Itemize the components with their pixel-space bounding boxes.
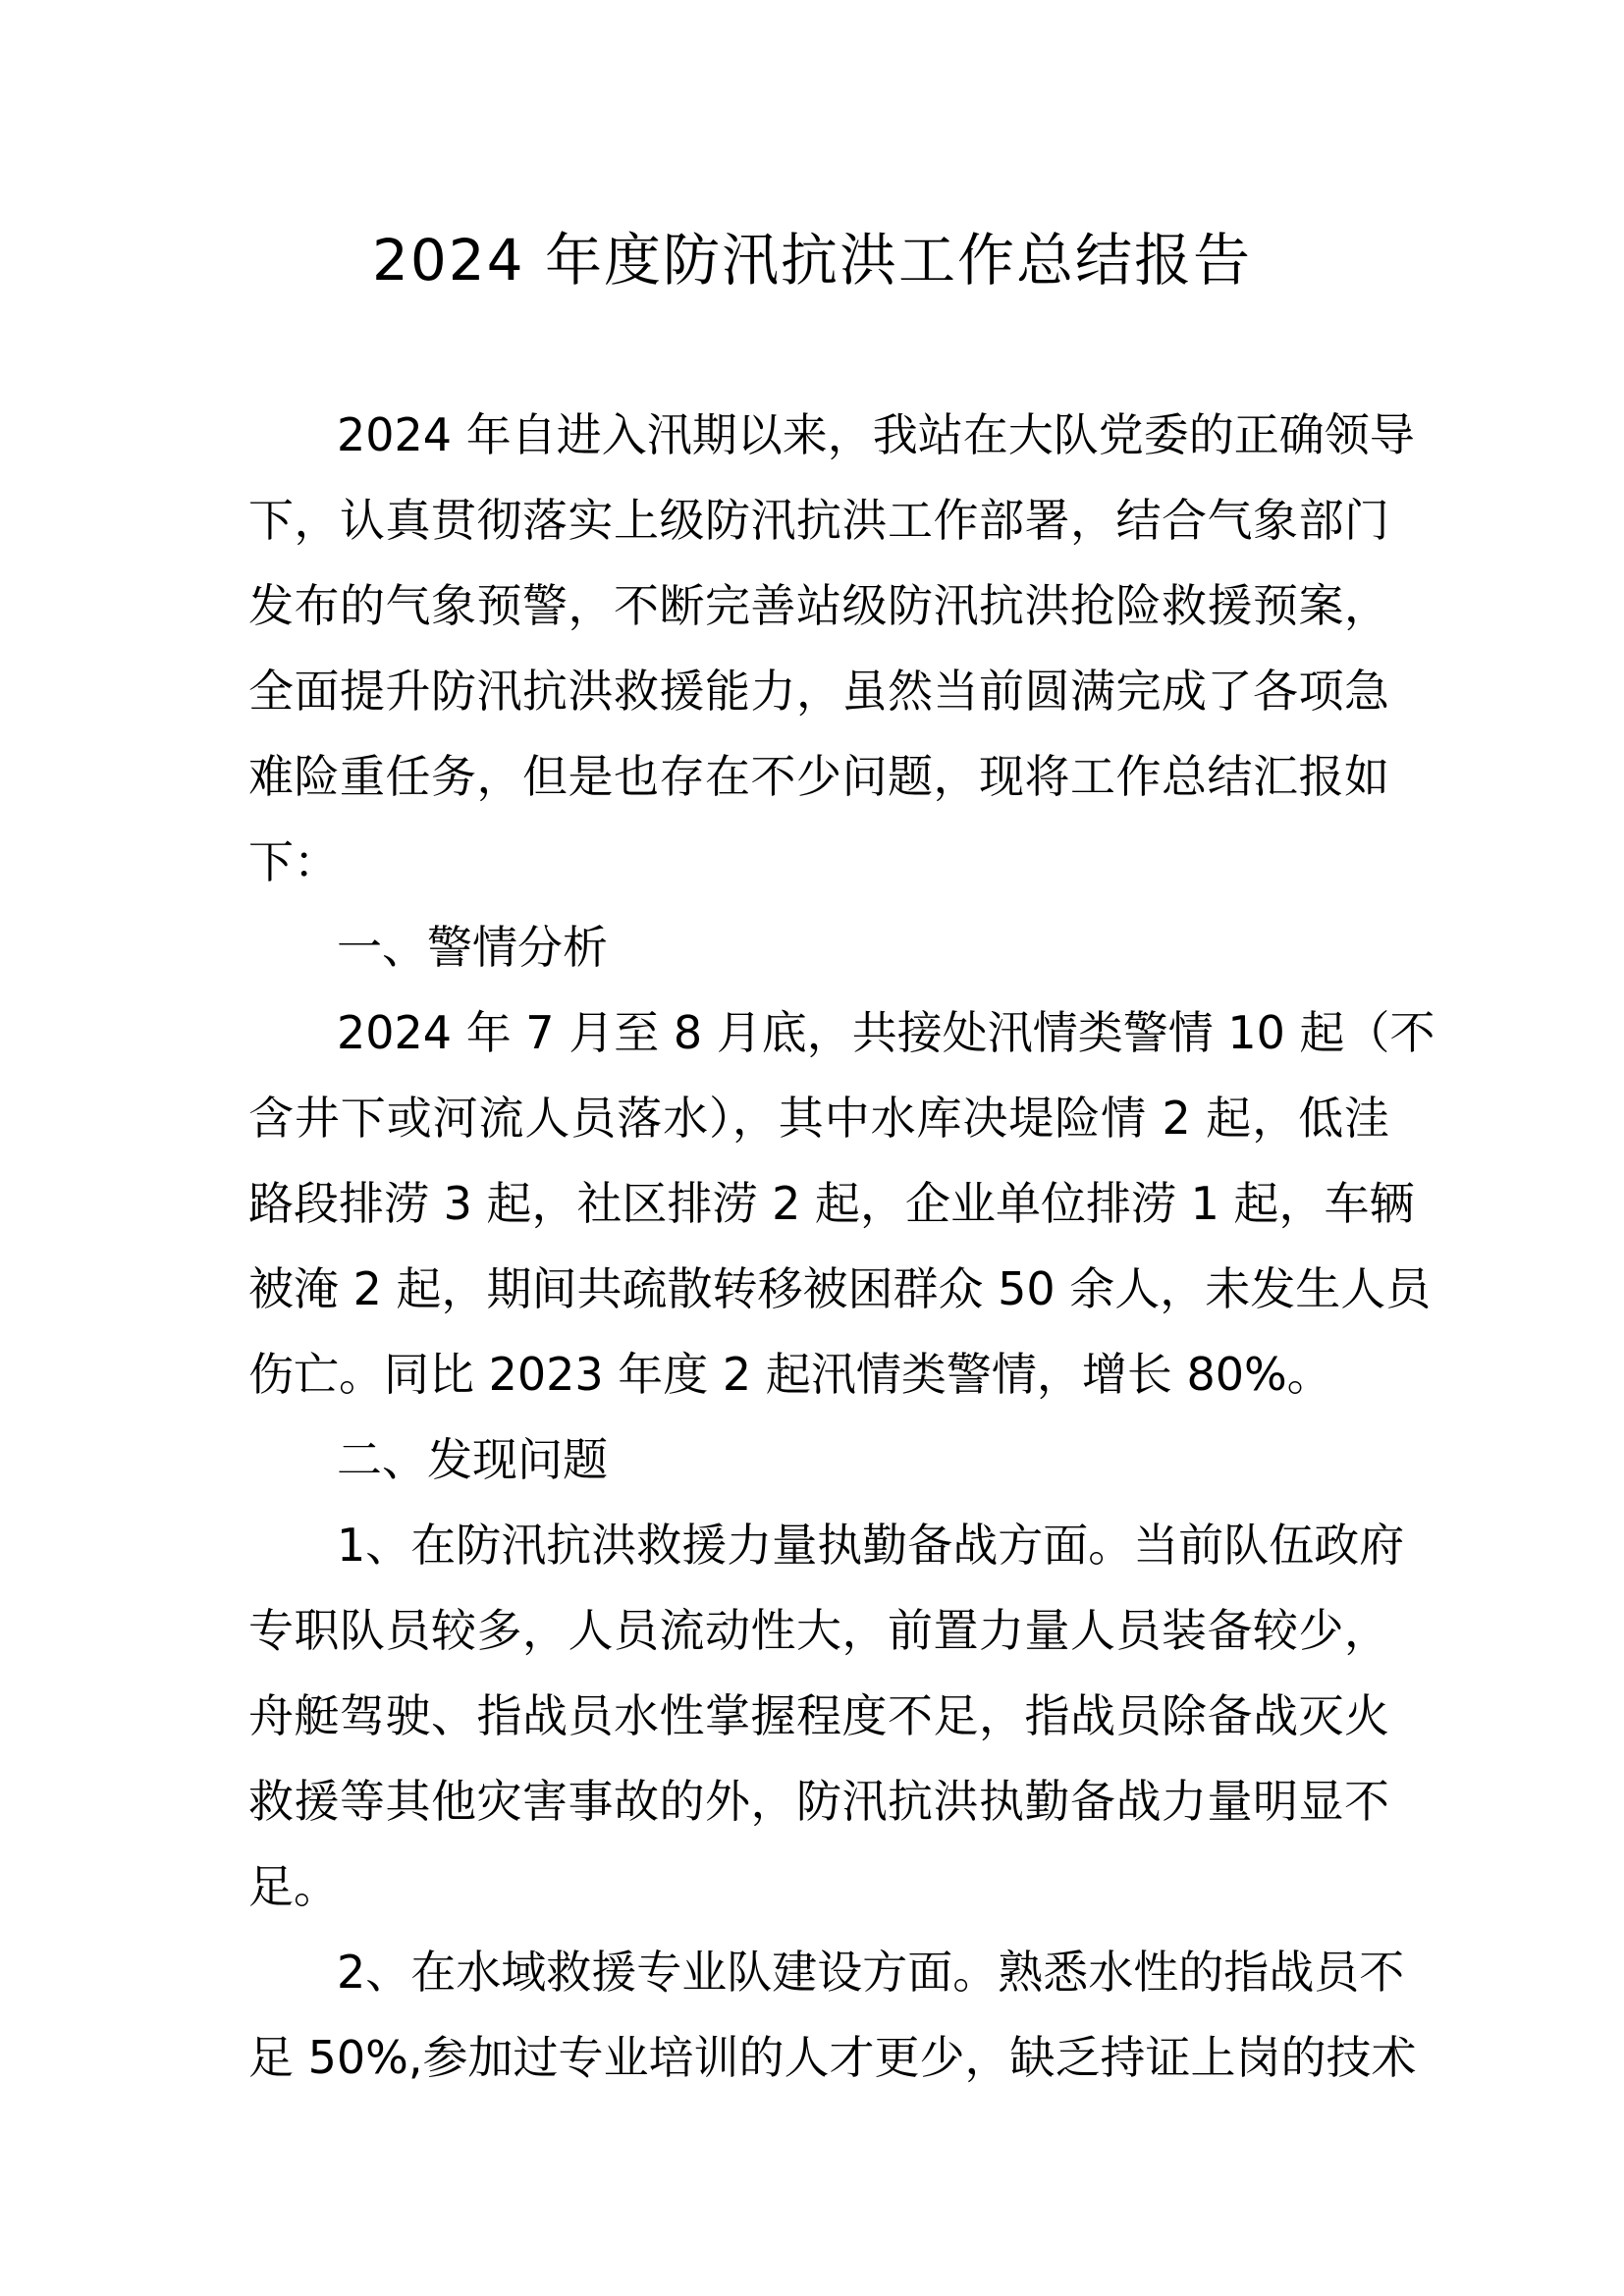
- document-title: 2024 年度防汛抗洪工作总结报告: [371, 227, 1253, 294]
- paragraph: [248, 393, 1415, 905]
- text-line: 被淹 2 起，期间共疏散转移被困群众 50 余人，未发生人员: [248, 1262, 1432, 1315]
- text-line: 发布的气象预警，不断完善站级防汛抗洪抢险救援预案，: [248, 579, 1389, 632]
- section-heading: [248, 1417, 1389, 1503]
- text-line: 专职队员较多，人员流动性大，前置力量人员装备较少，: [248, 1604, 1389, 1657]
- paragraph: [248, 1503, 1405, 1930]
- text-line: 2、在水域救援专业队建设方面。熟悉水性的指战员不: [337, 1946, 1405, 1999]
- text-line: 下：: [248, 835, 339, 888]
- text-line: 救援等其他灾害事故的外，防汛抗洪执勤备战力量明显不: [248, 1775, 1389, 1828]
- paragraph: [248, 990, 1435, 1417]
- paragraph: [248, 1930, 1417, 2101]
- text-line: 足 50%,参加过专业培训的人才更少，缺乏持证上岗的技术: [248, 2031, 1417, 2084]
- text-line: 难险重任务，但是也存在不少问题，现将工作总结汇报如: [248, 750, 1389, 803]
- text-line: 路段排涝 3 起，社区排涝 2 起，企业单位排涝 1 起，车辆: [248, 1177, 1415, 1230]
- text-line: 下，认真贯彻落实上级防汛抗洪工作部署，结合气象部门: [248, 494, 1389, 547]
- text-line: 舟艇驾驶、指战员水性掌握程度不足，指战员除备战灭火: [248, 1689, 1389, 1742]
- text-line: 一、警情分析: [337, 921, 608, 974]
- text-line: 足。: [248, 1860, 339, 1913]
- document-body: [248, 393, 1435, 2101]
- text-line: 伤亡。同比 2023 年度 2 起汛情类警情，增长 80%。: [248, 1348, 1332, 1401]
- text-line: 全面提升防汛抗洪救援能力，虽然当前圆满完成了各项急: [248, 665, 1389, 718]
- text-line: 2024 年 7 月至 8 月底，共接处汛情类警情 10 起（不: [337, 1006, 1435, 1059]
- text-line: 含井下或河流人员落水），其中水库决堤险情 2 起，低洼: [248, 1092, 1389, 1145]
- text-line: 2024 年自进入汛期以来，我站在大队党委的正确领导: [337, 408, 1415, 461]
- text-line: 二、发现问题: [337, 1433, 608, 1486]
- text-line: 1、在防汛抗洪救援力量执勤备战方面。当前队伍政府: [337, 1519, 1405, 1572]
- section-heading: [248, 905, 1389, 990]
